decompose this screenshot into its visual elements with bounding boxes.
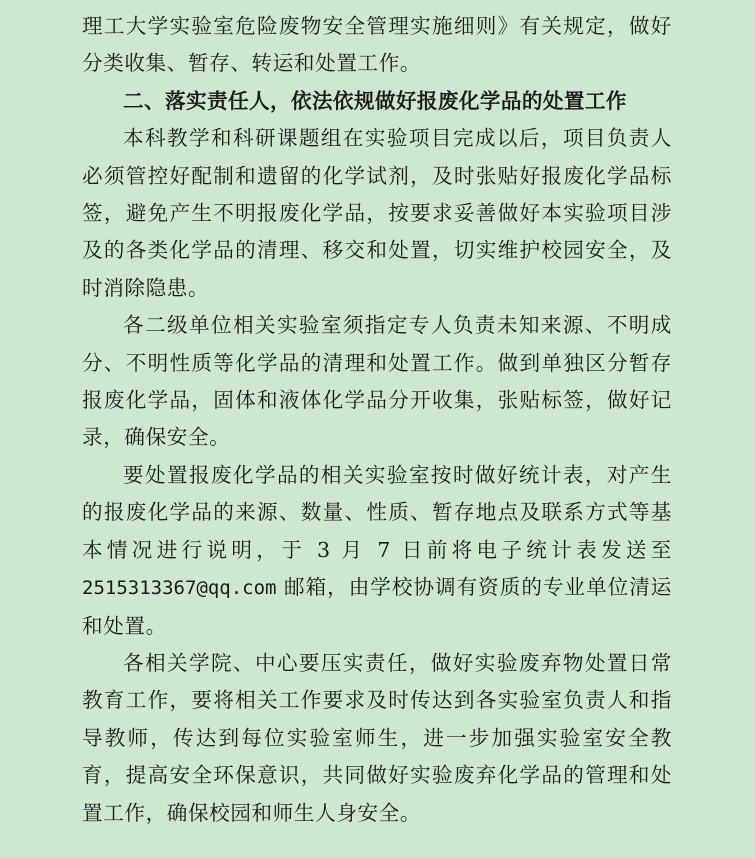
paragraph-continuation: 理工大学实验室危险废物安全管理实施细则》有关规定，做好分类收集、暂存、转运和处置工作。 [82,14,672,76]
statistics-text-after: 邮箱，由学校协调有资质的专业单位清运和处置。 [82,575,672,638]
section-heading-2: 二、落实责任人，依法依规做好报废化学品的处置工作 [123,88,627,113]
paragraph-statistics-submission [82,457,672,645]
statistics-text-before: 要处置报废化学品的相关实验室按时做好统计表，对产生的报废化学品的来源、数量、性质、暂存地点及联系方式等基本情况进行说明，于 3 月 7 日前将电子统计表发送至 [82,462,672,562]
paragraph-secondary-units: 各二级单位相关实验室须指定专人负责未知来源、不明成分、不明性质等化学品的清理和处置工作。做到单独区分暂存报废化学品，固体和液体化学品分开收集，张贴标签，做好记录，确保安全。 [82,313,672,450]
contact-email: 2515313367@qq.com [82,577,277,600]
paragraph-course-groups: 本科教学和科研课题组在实验项目完成以后，项目负责人必须管控好配制和遗留的化学试剂，及时张贴好报废化学品标签，避免产生不明报废化学品，按要求妥善做好本实验项目涉及的各类化学品的清理、移交和处置，切实维护校园安全，及时消除隐患。 [82,126,672,300]
paragraph-responsibility: 各相关学院、中心要压实责任，做好实验废弃物处置日常教育工作，要将相关工作要求及时传达到各实验室负责人和指导教师，传达到每位实验室师生，进一步加强实验室安全教育，提高安全环保意识，共同做好实验废弃化学品的管理和处置工作，确保校园和师生人身安全。 [82,650,672,825]
